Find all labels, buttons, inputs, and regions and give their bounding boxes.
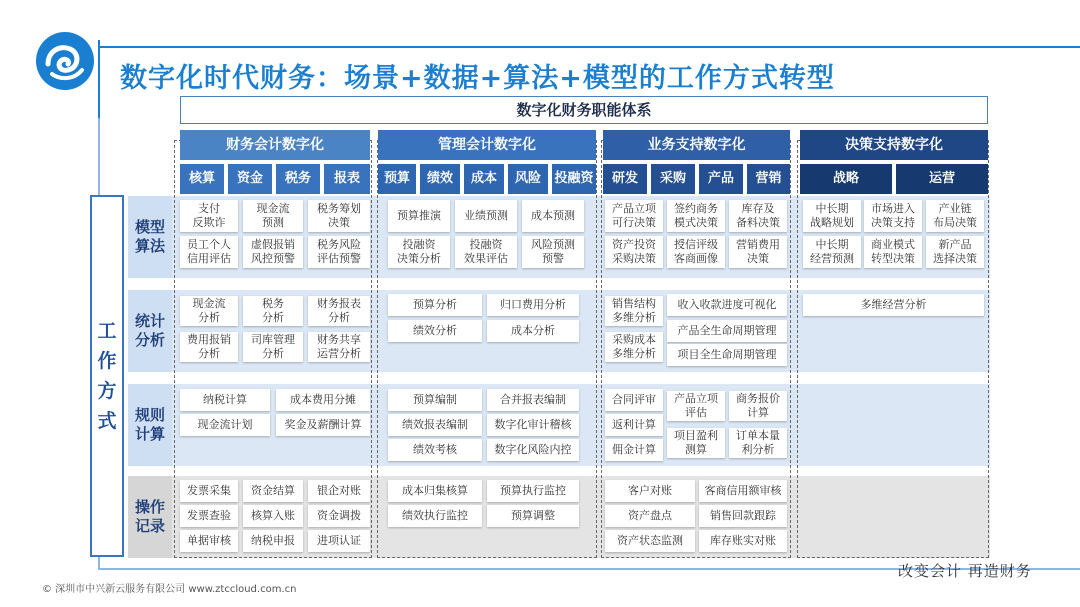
row-label-op: 操作 记录	[128, 476, 172, 558]
cell: 资产投资 采购决策	[605, 236, 663, 268]
cell: 资金调拨	[308, 505, 370, 527]
cell: 现金流 预测	[243, 200, 303, 232]
category-ds: 决策支持数字化	[800, 130, 988, 160]
header-rule	[98, 46, 1080, 48]
cell: 产品立项 可行决策	[605, 200, 663, 232]
cell: 税务 分析	[243, 296, 303, 326]
cell: 成本分析	[487, 320, 579, 342]
cell: 归口费用分析	[487, 294, 579, 316]
sub-ma-0: 预算	[378, 164, 416, 194]
cell: 成本预测	[522, 200, 584, 232]
cell: 奖金及薪酬计算	[276, 414, 370, 436]
cell: 中长期 经营预测	[803, 236, 861, 268]
cell: 合并报表编制	[487, 389, 579, 411]
cell: 预算调整	[487, 505, 579, 527]
cell: 预算执行监控	[487, 480, 579, 502]
cell: 绩效报表编制	[388, 414, 482, 436]
row-label-model: 模型 算法	[128, 196, 172, 278]
sub-fa-1: 资金	[228, 164, 272, 194]
cell: 绩效执行监控	[388, 505, 482, 527]
cell: 产品立项 评估	[667, 391, 725, 421]
cell: 现金流 分析	[180, 296, 238, 326]
cell: 费用报销 分析	[180, 332, 238, 362]
category-ma: 管理会计数字化	[378, 130, 596, 160]
cell: 商业模式 转型决策	[864, 236, 922, 268]
sub-fa-2: 税务	[276, 164, 320, 194]
sub-fa-0: 核算	[180, 164, 224, 194]
cell: 营销费用 决策	[729, 236, 787, 268]
cell: 绩效考核	[388, 439, 482, 461]
cell: 绩效分析	[388, 320, 482, 342]
sub-ds-1: 运营	[896, 164, 988, 194]
category-bs: 业务支持数字化	[603, 130, 790, 160]
cell: 财务共享 运营分析	[308, 332, 370, 362]
cell: 合同评审	[605, 389, 663, 411]
page-title: 数字化时代财务：场景+数据+算法+模型的工作方式转型	[120, 63, 835, 94]
cell: 订单本量 利分析	[729, 428, 787, 458]
cell: 市场进入 决策支持	[864, 200, 922, 232]
cell: 项目全生命周期管理	[667, 344, 787, 366]
cell: 资产状态监测	[605, 530, 695, 552]
cell: 签约商务 模式决策	[667, 200, 725, 232]
sub-ma-1: 绩效	[420, 164, 460, 194]
cell: 采购成本 多维分析	[605, 332, 663, 362]
cell: 项目盈利 测算	[667, 428, 725, 458]
sub-fa-3: 报表	[324, 164, 370, 194]
sub-ma-3: 风险	[508, 164, 548, 194]
cell: 预算编制	[388, 389, 482, 411]
cell: 成本费用分摊	[276, 389, 370, 411]
sub-ma-4: 投融资	[552, 164, 596, 194]
cell: 佣金计算	[605, 439, 663, 461]
sub-ds-0: 战略	[800, 164, 892, 194]
title-accent-line	[98, 40, 100, 120]
cell: 销售回款跟踪	[699, 505, 787, 527]
cell: 单据审核	[180, 530, 238, 552]
sub-ma-2: 成本	[464, 164, 504, 194]
company-logo	[34, 30, 96, 92]
cell: 进项认证	[308, 530, 370, 552]
cell: 产业链 布局决策	[926, 200, 984, 232]
cell: 客商信用额审核	[699, 480, 787, 502]
cell: 发票查验	[180, 505, 238, 527]
cell: 纳税申报	[243, 530, 303, 552]
cell: 库存账实对账	[699, 530, 787, 552]
cell: 投融资 决策分析	[388, 236, 450, 268]
sub-bs-0: 研发	[603, 164, 647, 194]
copyright-footer: © 深圳市中兴新云服务有限公司 www.ztccloud.com.cn	[42, 584, 297, 595]
cell: 税务筹划 决策	[308, 200, 370, 232]
sub-bs-3: 营销	[747, 164, 790, 194]
cell: 税务风险 评估预警	[308, 236, 370, 268]
cell: 虚假报销 风控预警	[243, 236, 303, 268]
category-fa: 财务会计数字化	[180, 130, 370, 160]
cell: 客户对账	[605, 480, 695, 502]
cell: 支付 反欺诈	[180, 200, 238, 232]
cell: 新产品 选择决策	[926, 236, 984, 268]
sub-bs-2: 产品	[699, 164, 743, 194]
cell: 投融资 效果评估	[455, 236, 517, 268]
cell: 资产盘点	[605, 505, 695, 527]
row-label-stat: 统计 分析	[128, 290, 172, 372]
cell: 发票采集	[180, 480, 238, 502]
cell: 产品全生命周期管理	[667, 320, 787, 342]
slogan: 改变会计 再造财务	[898, 562, 1032, 580]
cell: 核算入账	[243, 505, 303, 527]
row-label-rule: 规则 计算	[128, 384, 172, 466]
cell: 资金结算	[243, 480, 303, 502]
cell: 中长期 战略规划	[803, 200, 861, 232]
cell: 成本归集核算	[388, 480, 482, 502]
cell: 风险预测 预警	[522, 236, 584, 268]
sub-bs-1: 采购	[651, 164, 695, 194]
cell: 收入收款进度可视化	[667, 294, 787, 316]
cell: 预算推演	[388, 200, 450, 232]
cell: 数字化审计稽核	[487, 414, 579, 436]
cell: 商务报价 计算	[729, 391, 787, 421]
cell: 预算分析	[388, 294, 482, 316]
cell: 库存及 备料决策	[729, 200, 787, 232]
cell: 销售结构 多维分析	[605, 296, 663, 326]
cell: 财务报表 分析	[308, 296, 370, 326]
cell: 业绩预测	[455, 200, 517, 232]
cell: 多维经营分析	[803, 294, 984, 316]
system-title: 数字化财务职能体系	[180, 96, 988, 124]
cell: 授信评级 客商画像	[667, 236, 725, 268]
cell: 纳税计算	[180, 389, 270, 411]
cell: 司库管理 分析	[243, 332, 303, 362]
cell: 现金流计划	[180, 414, 270, 436]
cell: 数字化风险内控	[487, 439, 579, 461]
cell: 返利计算	[605, 414, 663, 436]
cell: 员工个人 信用评估	[180, 236, 238, 268]
cell: 银企对账	[308, 480, 370, 502]
work-mode-label: 工 作 方 式	[90, 195, 124, 557]
